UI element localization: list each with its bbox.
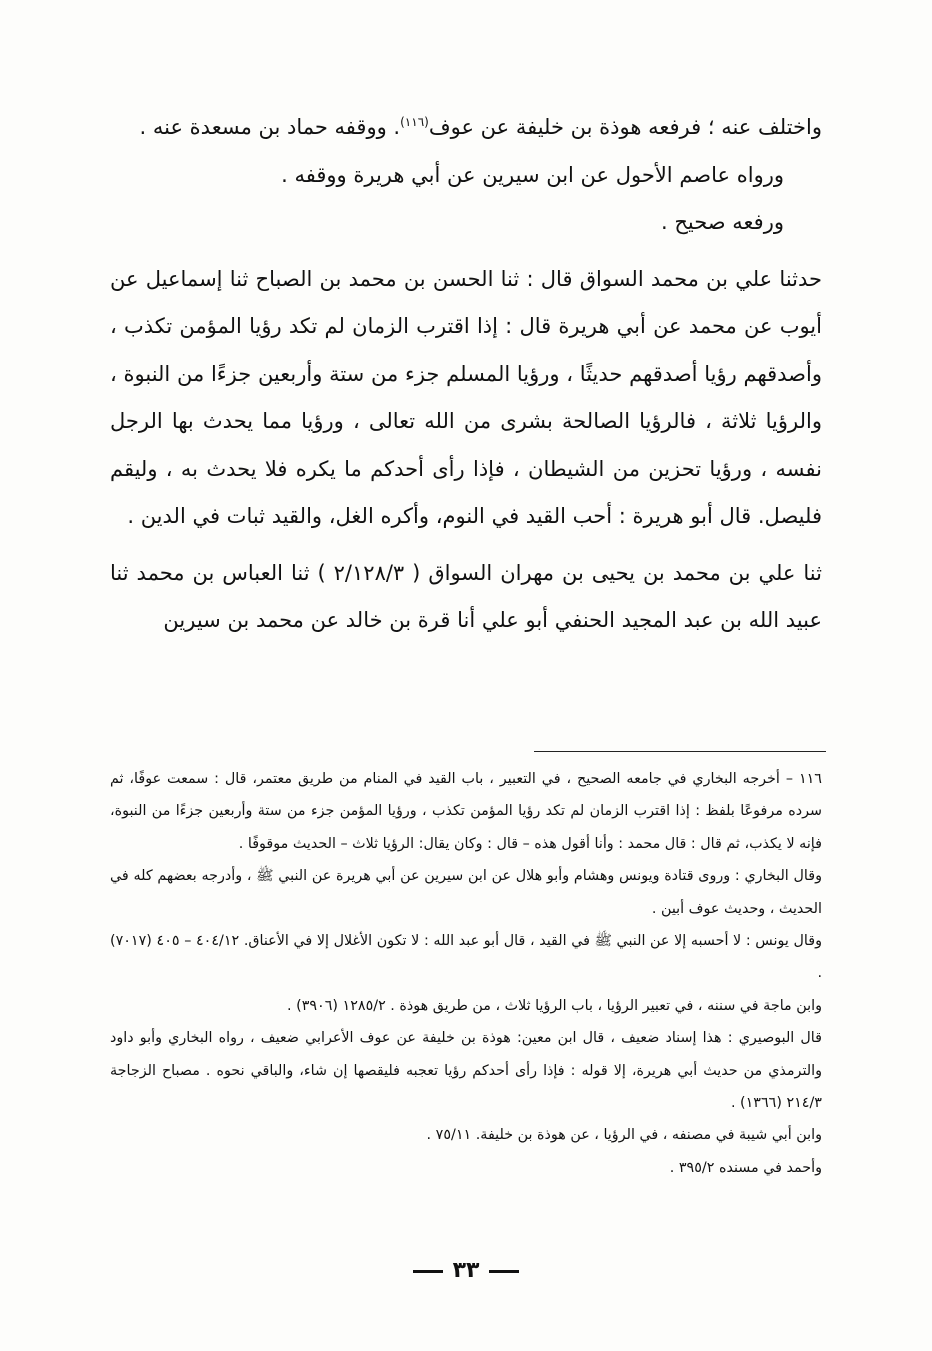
footnotes [110,763,822,1184]
footnote-number: ١١٦ – [785,771,822,787]
paragraph-1-end: . ووقفه حماد بن مسعدة عنه . [139,115,401,139]
footnote-116 [110,763,822,860]
footnote-line: وقال يونس : لا أحسبه إلا عن النبي ﷺ في القيد ، قال أبو عبد الله : لا تكون الأغلال إلا في الأعناق. ٤٠٤/١٢ – ٤٠٥ (٧٠١٧) . [110,933,822,982]
paragraph-4: حدثنا علي بن محمد السواق قال : ثنا الحسن بن محمد بن الصباح ثنا إسماعيل عن أيوب عن محمد عن أبي هريرة قال : إذا اقترب الزمان لم تكد رؤيا المؤمن تكذب ، وأصدقهم رؤيا أصدقهم حديثًا ، ورؤيا المسلم جزء من ستة وأربعين جزءًا من النبوة ، والرؤيا ثلاثة ، فالرؤيا الصالحة بشرى من الله تعالى ، ورؤيا مما يحدث بها الرجل نفسه ، ورؤيا تحزين من الشيطان ، فإذا رأى أحدكم ما يكره فلا يحدث به ، وليقم فليصل. قال أبو هريرة : أحب القيد في النوم، وأكره الغل، والقيد ثبات في الدين . [110,266,822,528]
paragraph-1 [110,104,822,152]
page-number-dash [413,1270,443,1273]
footnote-line: قال البوصيري : هذا إسناد ضعيف ، قال ابن معين: هوذة بن خليفة عن عوف الأعرابي ضعيف ، رواه البخاري وأبو داود والترمذي من حديث أبي هريرة، إلا قوله : فإذا رأى أحدكم رؤيا تعجبه فليقصها إن شاء، والباقي نحوه . مصباح الزجاجة ٢١٤/٣ (١٣٦٦) . [110,1030,822,1112]
footnote-reference[interactable]: (١١٦) [400,115,429,129]
page-number [0,1258,932,1283]
footnote-line: وابن أبي شيبة في مصنفه ، في الرؤيا ، عن هوذة بن خليفة. ٧٥/١١ . [426,1127,822,1144]
paragraph-2: ورواه عاصم الأحول عن ابن سيرين عن أبي هريرة ووقفه . [281,162,784,187]
paragraph-3: ورفعه صحيح . [660,210,784,234]
main-text [110,104,822,645]
footnote-line: وابن ماجة في سننه ، في تعبير الرؤيا ، باب الرؤيا ثلاث ، من طريق هوذة . ١٢٨٥/٢ (٣٩٠٦) . [287,997,822,1014]
page-number-dash [489,1270,519,1273]
paragraph-5: ثنا علي بن محمد بن يحيى بن مهران السواق ( ٢/١٢٨/٣ ) ثنا العباس بن محمد ثنا عبيد الله بن عبد المجيد الحنفي أبو علي أنا قرة بن خالد عن محمد بن سيرين [110,560,822,632]
footnote-line: وقال البخاري : وروى قتادة ويونس وهشام وأبو هلال عن ابن سيرين عن أبي هريرة عن النبي ﷺ ، وأدرجه بعضهم كله في الحديث ، وحديث عوف أبين . [110,868,822,917]
footnote-text: أخرجه البخاري في جامعه الصحيح ، في التعبير ، باب القيد في المنام من طريق معتمر، قال : سمعت عوفًا، ثم سرده مرفوعًا بلفظ : إذا اقترب الزمان لم تكد رؤيا المؤمن تكذب ، ورؤيا المؤمن جزء من ستة وأربعين جزءًا من النبوة، فإنه لا يكذب، ثم قال : قال محمد : وأنا أقول هذه – قال : وكان يقال: الرؤيا ثلاث – الحديث موقوفًا . [110,771,822,852]
page-number-value: ٣٣ [452,1258,480,1283]
footnote-line: وأحمد في مسنده ٣٩٥/٢ . [669,1159,822,1176]
paragraph-1-start: واختلف عنه ؛ فرفعه هوذة بن خليفة عن عوف [428,115,822,139]
footnote-divider [534,751,826,752]
